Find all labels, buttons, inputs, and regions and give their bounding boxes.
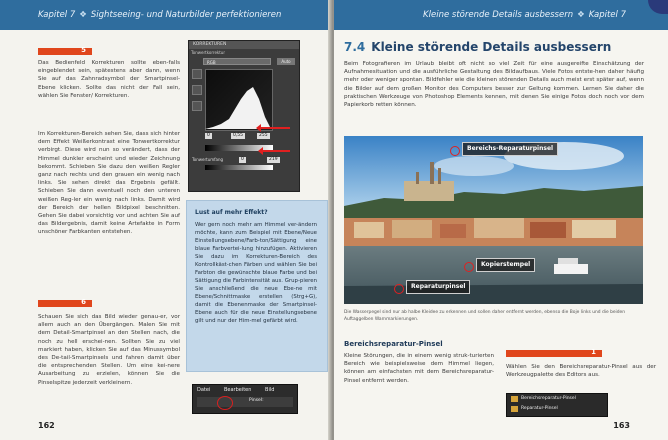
input-gamma-value[interactable]: 0,55 (233, 133, 244, 138)
menu-item-datei[interactable]: Datei (197, 387, 211, 393)
panel-subtitle: Tonwertkorrektur (191, 50, 225, 55)
section-intro: Beim Fotografieren im Urlaub bleibt oft nicht so viel Zeit für eine ausgereifte Einschätzung der Aufnahmesituation und die ausführliche Gestaltung des Bildaufbaus. Viele Fotos entste-hen daher häufig mehr oder weniger spontan. Bildfehler wie die kleinen störenden Details auch meist erst später auf, wenn die Bilder auf dem großen Monitor des Computers besser zur Geltung kommen. Lernen Sie daher die praktischen Werkzeuge von Photoshop Elements kennen, mit denen Sie einige Fotos doch noch vor dem Papierkorb retten können. (344, 61, 644, 109)
label-reparaturpinsel: Reparaturpinsel (406, 280, 470, 294)
brush-label: Pinsel: (249, 398, 264, 403)
bereich-paragraph: Kleine Störungen, die in einem wenig struk-turierten Bereich wie beispielsweise dem Himmel liegen, können am einfachsten mit dem Bereichsreparatur-Pinsel entfernt werden. (344, 353, 494, 384)
subheading: Bereichsreparatur-Pinsel (344, 340, 443, 348)
left-chapter-title: Sightseeing- und Naturbilder perfektionieren (90, 10, 282, 20)
eyedropper-tools (192, 69, 202, 117)
menu-item-bild[interactable]: Bild (265, 387, 275, 393)
corner-tab (648, 0, 668, 14)
panel-title: KORREKTUREN (189, 41, 299, 49)
tip-title: Lust auf mehr Effekt? (195, 209, 268, 216)
spot-healing-brush-icon[interactable] (511, 396, 518, 402)
marker-circle-icon (450, 146, 460, 156)
output-gradient-slider[interactable] (205, 165, 273, 170)
step-5-text: Das Bedienfeld Korrekturen sollte eben-falls eingeblendet sein, spätestens aber dann, wenn Sie auf das Zahnradsymbol der Smartpinsel-Ebene klicken. Sollte das nicht der Fall sein, wählen Sie Fenster/ Korrekturen. (38, 60, 180, 99)
tool-palette-screenshot (506, 393, 608, 417)
left-page-number: 162 (38, 421, 55, 430)
left-running-header (0, 0, 332, 30)
photo-caption: Die Wasserpegel sind nur ab halbe Kleidee zu erkennen und sollen daher entfernt werden, ebenso die Boje links und die beiden Auftaggelben Warnmarkierungen. (344, 310, 626, 322)
eyedropper-white-icon[interactable] (192, 101, 202, 111)
step-1-marker: 1 (506, 350, 602, 357)
label-kopierstempel: Kopierstempel (476, 258, 535, 272)
right-running-header (334, 0, 668, 30)
label-bereichs-reparaturpinsel: Bereichs-Reparaturpinsel (462, 142, 558, 156)
korrekturen-panel (188, 40, 300, 192)
highlight-circle-icon (217, 396, 233, 410)
diamond-icon: ❖ (79, 10, 87, 20)
output-label: Tonwertumfang (192, 157, 224, 162)
red-arrow-icon (260, 127, 290, 129)
marker-circle-icon (464, 262, 474, 272)
histogram-curve (205, 69, 271, 129)
right-page-number: 163 (613, 421, 630, 430)
right-chapter-title: Kleine störende Details ausbessern (423, 10, 574, 20)
tool-bereichsreparatur[interactable]: Bereichsreparatur-Pinsel (521, 396, 576, 401)
tip-box (186, 200, 328, 372)
editor-menu-screenshot (192, 384, 298, 414)
tip-body: Wer gern noch mehr am Himmel ver-ändern möchte, kann zum Beispiel mit Ebene/Neue Einstellungsebene/Farb-ton/Sättigung eine blaue Farbvertei-lung hinzufügen. Aktivieren Sie dazu im Korrekturen-Bereich des Kontrollkäst-chen Färben und wählen Sie bei Farbton die gewünschte blaue Farbe und bei Sättigung die Farbintensität aus. Grup-pieren Sie anschließend die neue Ebe-ne mit Ebene/Schnittmaske erstellen (Strg+G), damit die Ebenenmaske der Smartpinsel-Ebene auch für die neue Einstellungsebene gilt und nur der Him-mel gefärbt wird. (195, 222, 317, 324)
prague-illustration (344, 136, 643, 304)
right-page (334, 0, 668, 440)
section-heading (344, 40, 611, 54)
right-chapter-label: Kapitel 7 (588, 10, 626, 20)
tool-options-bar (197, 397, 293, 407)
left-chapter-label: Kapitel 7 (38, 10, 76, 20)
menu-bar (197, 387, 286, 393)
menu-item-bearbeiten[interactable]: Bearbeiten (223, 387, 252, 393)
red-arrow-icon-2 (262, 150, 290, 152)
eyedropper-gray-icon[interactable] (192, 85, 202, 95)
tool-reparatur[interactable]: Reparatur-Pinsel (521, 406, 558, 411)
left-page (0, 0, 332, 440)
input-black-value[interactable]: 0 (207, 133, 210, 138)
diamond-icon: ❖ (577, 10, 585, 20)
section-title: Kleine störende Details ausbessern (371, 40, 612, 54)
step-6-text: Schauen Sie sich das Bild wieder genau-er, vor allem auch an den Übergängen. Malen Sie mit dem Detail-Smartpinsel an den Stellen nach, die noch zu hell erschei-nen. Sollten Sie zu viel markiert haben, klicken Sie auf das Minussymbol des De-tail-Smartpinsels und fahren damit über die entsprechenden Stellen. Um eine kei-nere Ausarbeitung zu erzielen, können Sie die Pinselspitze jederzeit verkleinern. (38, 314, 180, 386)
output-black-value[interactable]: 0 (241, 157, 244, 162)
output-white-value[interactable]: 219 (269, 157, 278, 162)
korrekturen-paragraph: Im Korrekturen-Bereich sehen Sie, dass sich hinter dem Effekt Weißerkontrast eine Tonwertkorrektur verbirgt. Diese wird nun so verändert, dass der Himmel dunkler erscheint und wieder Zeichnung bekommt. Schieben Sie dazu den weißen Regler ganz nach rechts und den grauen ein wenig nach links. Sie sehen direkt das Ergebnis gefällt. Schieben Sie dann eventuell noch den unteren weißen Reg-ler ein wenig nach links. Damit wird der Bereich der hellen Bildpixel beschnitten. Gehen Sie dabei vorsichtig vor und achten Sie auf das Bildergebnis, damit keine Artefakte in Form unschöner Farbkanten entstehen. (38, 131, 180, 236)
step-6-marker: 6 (38, 300, 92, 307)
step-1-text: Wählen Sie den Bereichsreparatur-Pinsel aus der Werkzeugpalette des Editors aus. (506, 364, 656, 379)
eyedropper-black-icon[interactable] (192, 69, 202, 79)
channel-select[interactable]: RGB (203, 58, 271, 65)
step-5-marker: 5 (38, 48, 92, 55)
marker-circle-icon (394, 284, 404, 294)
input-white-value[interactable]: 255 (259, 133, 268, 138)
healing-brush-icon[interactable] (511, 406, 518, 412)
section-number: 7.4 (344, 40, 366, 54)
auto-button[interactable]: Auto (277, 58, 295, 65)
prague-photo (344, 136, 643, 304)
